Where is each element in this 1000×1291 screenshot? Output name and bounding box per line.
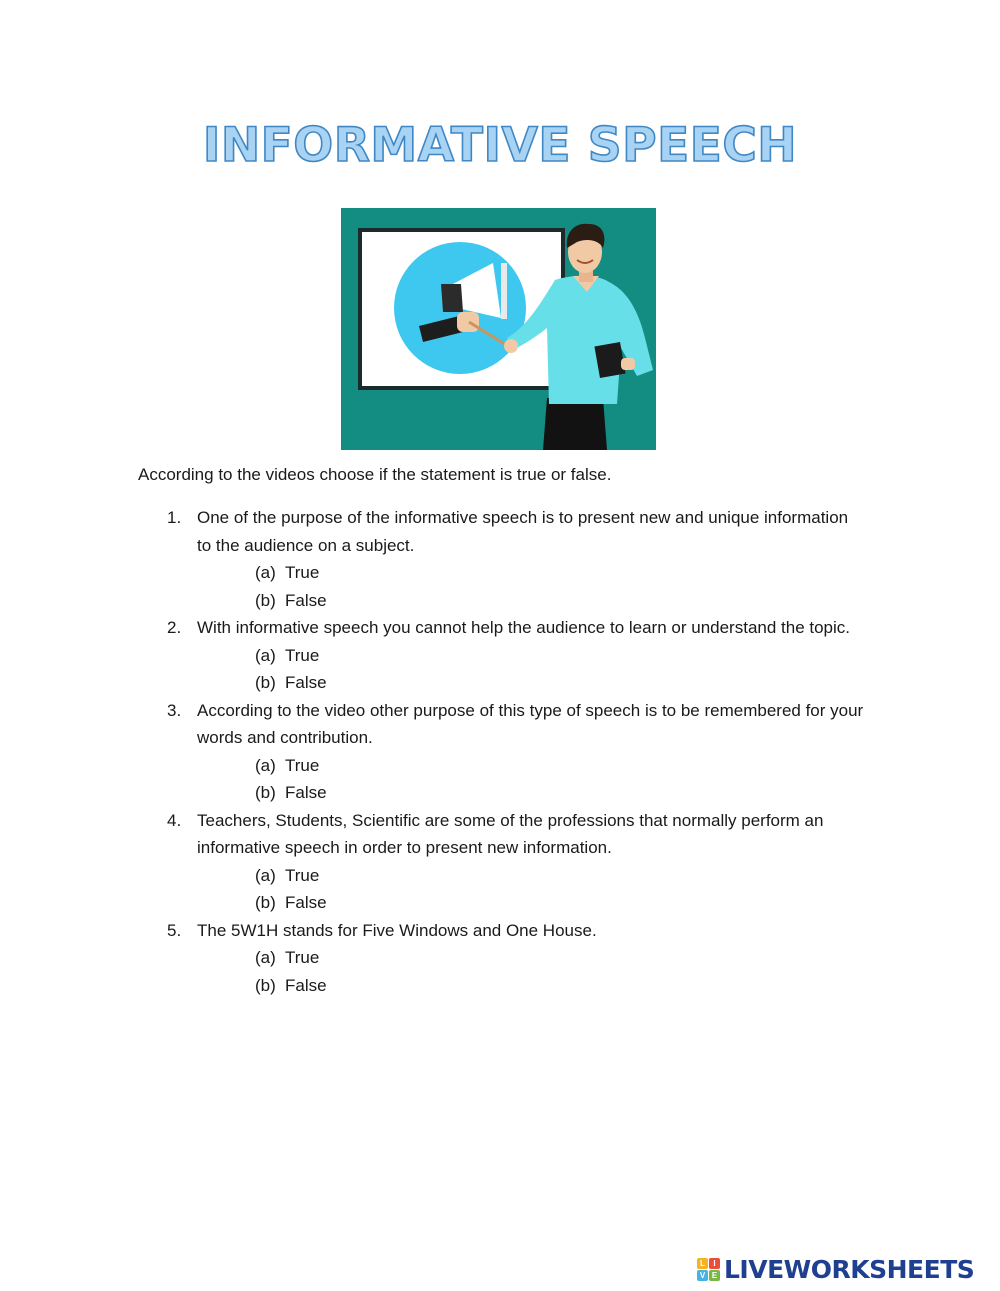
question-item xyxy=(167,697,867,807)
question-item xyxy=(167,504,867,614)
option-label: False xyxy=(285,783,327,802)
logo-mark-tile: E xyxy=(709,1270,720,1281)
option-letter: (b) xyxy=(255,975,276,995)
option-label: True xyxy=(285,865,320,885)
option-label: True xyxy=(285,563,320,582)
question-number: 3. xyxy=(167,700,182,720)
logo-mark-tile: I xyxy=(709,1258,720,1269)
question-text: With informative speech you cannot help the audience to learn or understand the topic. xyxy=(197,618,851,637)
option-false[interactable] xyxy=(255,972,867,1000)
option-letter: (a) xyxy=(255,645,276,665)
question-text: The 5W1H stands for Five Windows and One House. xyxy=(197,920,597,940)
option-letter: (a) xyxy=(255,948,276,967)
option-false[interactable] xyxy=(255,779,867,807)
question-text: Teachers, Students, Scientific are some of the professions that normally perform an informative speech in order to present new information. xyxy=(197,810,824,857)
option-list xyxy=(167,752,867,807)
question-number: 2. xyxy=(167,618,182,637)
instructions: According to the videos choose if the statement is true or false. xyxy=(138,465,612,484)
option-false[interactable] xyxy=(255,889,867,917)
option-label: False xyxy=(285,893,327,912)
question-item xyxy=(167,917,867,1000)
option-letter: (b) xyxy=(255,893,276,912)
option-false[interactable] xyxy=(255,587,867,615)
question-text: One of the purpose of the informative speech is to present new and unique information to the audience on a subject. xyxy=(197,508,849,555)
option-true[interactable] xyxy=(255,944,867,972)
option-letter: (b) xyxy=(255,673,276,692)
option-label: False xyxy=(285,590,327,610)
option-label: False xyxy=(285,975,327,995)
option-label: True xyxy=(285,645,320,665)
option-list xyxy=(167,642,867,697)
option-list xyxy=(167,559,867,614)
option-true[interactable] xyxy=(255,642,867,670)
question-number: 1. xyxy=(167,508,182,527)
question-number: 4. xyxy=(167,810,182,830)
logo-mark-icon xyxy=(697,1258,720,1281)
option-letter: (a) xyxy=(255,865,276,885)
option-letter: (a) xyxy=(255,563,276,582)
logo-mark-tile: L xyxy=(697,1258,708,1269)
option-true[interactable] xyxy=(255,752,867,780)
option-letter: (b) xyxy=(255,590,276,610)
option-false[interactable] xyxy=(255,669,867,697)
logo-mark-tile: V xyxy=(697,1270,708,1281)
page-title: INFORMATIVE SPEECH xyxy=(202,118,798,173)
option-label: True xyxy=(285,948,320,967)
option-true[interactable] xyxy=(255,559,867,587)
logo-text: LIVEWORKSHEETS xyxy=(724,1254,975,1284)
option-list xyxy=(167,944,867,999)
question-text: According to the video other purpose of this type of speech is to be remembered for your words and contribution. xyxy=(197,700,864,747)
question-list xyxy=(167,504,867,999)
question-item xyxy=(167,807,867,917)
option-label: True xyxy=(285,755,320,775)
option-label: False xyxy=(285,673,327,692)
presenter-image xyxy=(341,208,656,450)
option-letter: (b) xyxy=(255,783,276,802)
liveworksheets-logo[interactable] xyxy=(697,1254,974,1284)
option-list xyxy=(167,862,867,917)
option-letter: (a) xyxy=(255,755,276,775)
option-true[interactable] xyxy=(255,862,867,890)
presenter-illustration xyxy=(341,208,656,450)
question-item xyxy=(167,614,867,697)
question-number: 5. xyxy=(167,920,182,940)
